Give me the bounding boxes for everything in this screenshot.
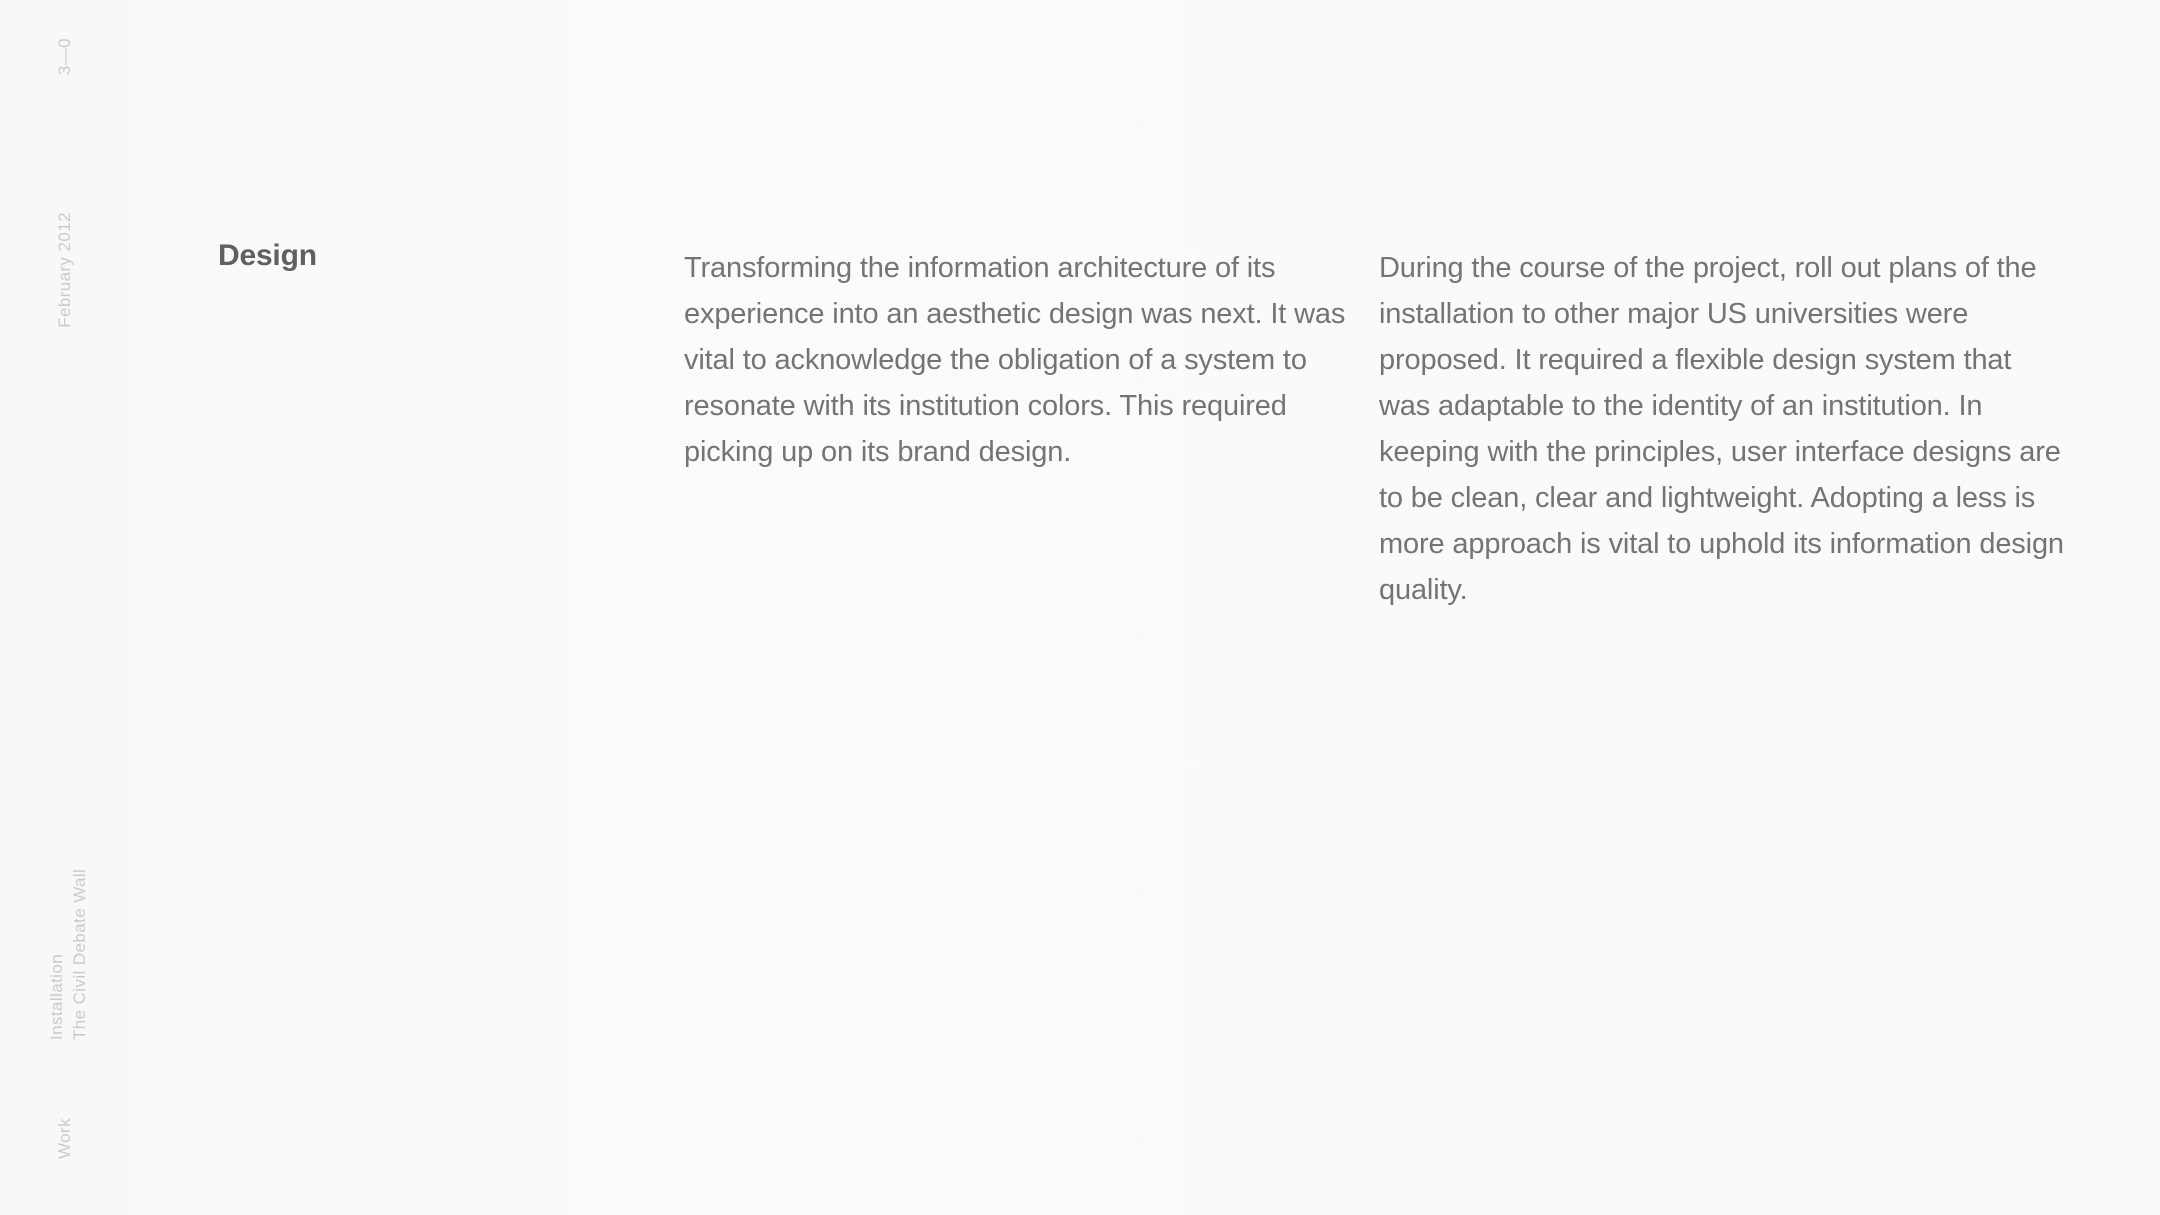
project-subtitle: Installation [47,953,66,1040]
section-label: Work [55,1118,74,1159]
publication-date: February 2012 [55,212,74,328]
body-column-2: During the course of the project, roll out plans of the installation to other major US universities were proposed. It required a flexible design system that was adaptable to the identity of an institution. In keeping with the principles, user interface designs are to be clean, clear and lightweight. Adopting a less is more approach is vital to uphold its information design quality. [1379,252,2064,606]
project-label-group [48,800,88,1040]
project-title: The Civil Debate Wall [70,868,89,1040]
body-column-1: Transforming the information architecture of its experience into an aesthetic design was next. It was vital to acknowledge the obligation of a system to resonate with its institution colors. This required picking up on its brand design. [684,252,1346,468]
page-title: Design [218,239,317,273]
page-number: 3—0 [55,38,74,76]
side-rail [0,0,120,1215]
